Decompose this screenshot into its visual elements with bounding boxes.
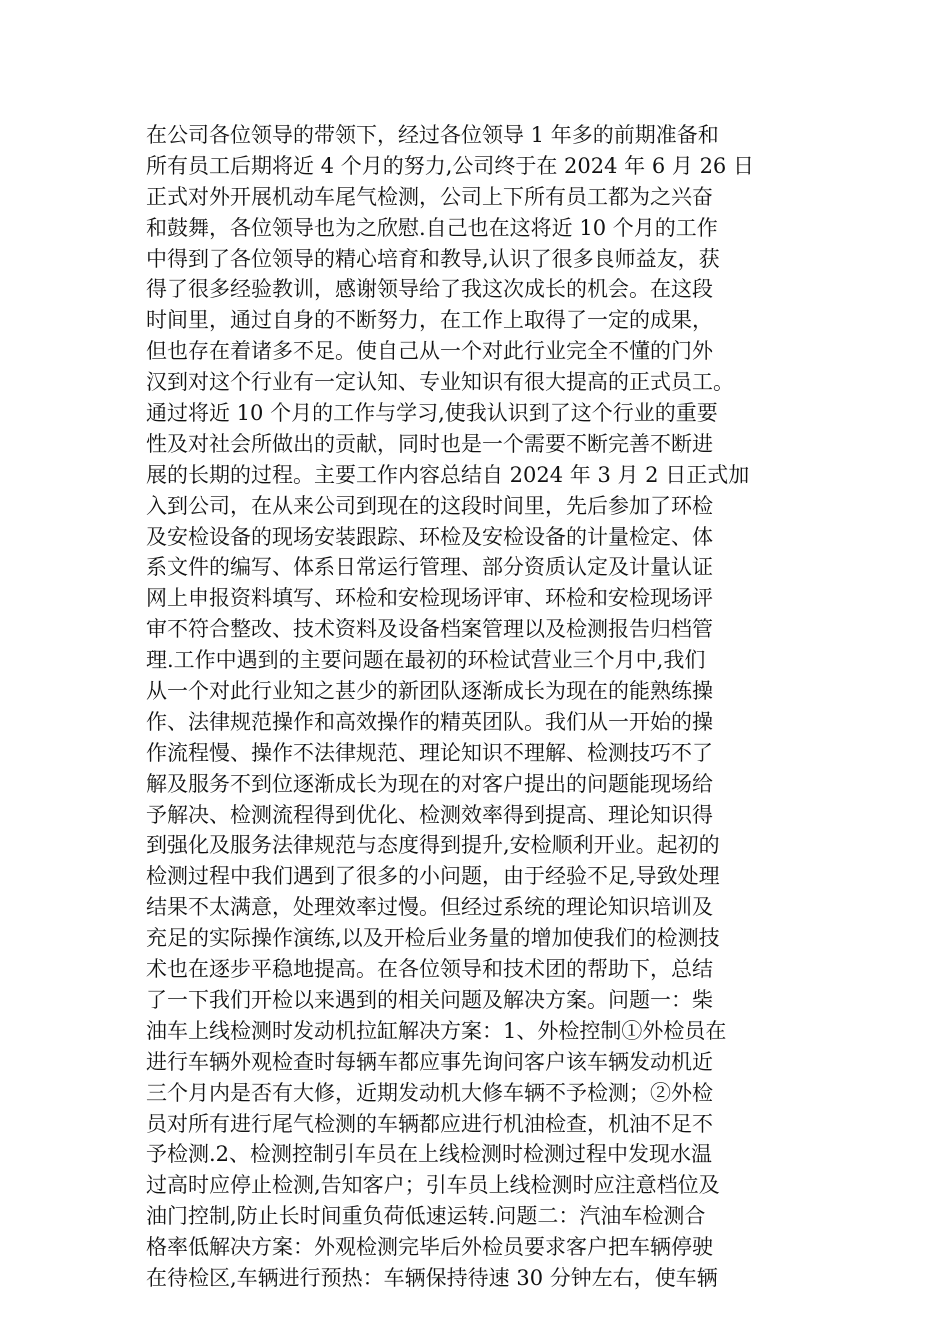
- text-line: 但也存在着诸多不足。使自己从一个对此行业完全不懂的门外: [146, 339, 713, 364]
- text-line: 到强化及服务法律规范与态度得到提升,安检顺利开业。起初的: [146, 833, 720, 858]
- text-line: 通过将近 10 个月的工作与学习,使我认识到了这个行业的重要: [146, 401, 718, 426]
- text-line: 检测过程中我们遇到了很多的小问题，由于经验不足,导致处理: [146, 864, 720, 889]
- text-line: 中得到了各位领导的精心培育和教导,认识了很多良师益友，获: [146, 246, 720, 271]
- text-line: 审不符合整改、技术资料及设备档案管理以及检测报告归档管: [146, 617, 713, 642]
- text-line: 和鼓舞，各位领导也为之欣慰.自己也在这将近 10 个月的工作: [146, 215, 718, 240]
- body-text: [146, 120, 816, 1294]
- text-line: 正式对外开展机动车尾气检测，公司上下所有员工都为之兴奋: [146, 184, 713, 209]
- text-line: 网上申报资料填写、环检和安检现场评审、环检和安检现场评: [146, 586, 713, 611]
- text-line: 过高时应停止检测,告知客户；引车员上线检测时应注意档位及: [146, 1173, 720, 1198]
- text-line: 予解决、检测流程得到优化、检测效率得到提高、理论知识得: [146, 802, 713, 827]
- text-line: 员对所有进行尾气检测的车辆都应进行机油检查，机油不足不: [146, 1111, 713, 1136]
- text-line: 入到公司，在从来公司到现在的这段时间里，先后参加了环检: [146, 493, 713, 518]
- text-line: 充足的实际操作演练,以及开检后业务量的增加使我们的检测技: [146, 926, 720, 951]
- text-line: 汉到对这个行业有一定认知、专业知识有很大提高的正式员工。: [146, 370, 734, 395]
- text-line: 予检测.2、检测控制引车员在上线检测时检测过程中发现水温: [146, 1142, 713, 1167]
- text-line: 在待检区,车辆进行预热：车辆保持待速 30 分钟左右，使车辆: [146, 1265, 718, 1290]
- text-line: 时间里，通过自身的不断努力，在工作上取得了一定的成果，: [146, 308, 713, 333]
- text-line: 进行车辆外观检查时每辆车都应事先询问客户该车辆发动机近: [146, 1049, 713, 1074]
- text-line: 作、法律规范操作和高效操作的精英团队。我们从一开始的操: [146, 709, 713, 734]
- text-line: 在公司各位领导的带领下，经过各位领导 1 年多的前期准备和: [146, 123, 719, 147]
- text-line: 术也在逐步平稳地提高。在各位领导和技术团的帮助下，总结: [146, 957, 713, 982]
- text-line: 油门控制,防止长时间重负荷低速运转.问题二：汽油车检测合: [146, 1204, 706, 1229]
- text-line: 解及服务不到位逐渐成长为现在的对客户提出的问题能现场给: [146, 771, 713, 796]
- text-line: 结果不太满意，处理效率过慢。但经过系统的理论知识培训及: [146, 895, 713, 920]
- text-line: 所有员工后期将近 4 个月的努力,公司终于在 2024 年 6 月 26 日: [146, 153, 754, 178]
- text-line: 三个月内是否有大修，近期发动机大修车辆不予检测；②外检: [146, 1080, 713, 1105]
- text-line: 理.工作中遇到的主要问题在最初的环检试营业三个月中,我们: [146, 648, 706, 673]
- text-line: 从一个对此行业知之甚少的新团队逐渐成长为现在的能熟练操: [146, 679, 713, 704]
- text-line: 性及对社会所做出的贡献，同时也是一个需要不断完善不断进: [146, 431, 713, 456]
- text-line: 系文件的编写、体系日常运行管理、部分资质认定及计量认证: [146, 555, 713, 580]
- text-line: 展的长期的过程。主要工作内容总结自 2024 年 3 月 2 日正式加: [146, 462, 750, 487]
- text-line: 及安检设备的现场安装跟踪、环检及安检设备的计量检定、体: [146, 524, 713, 549]
- text-line: 得了很多经验教训，感谢领导给了我这次成长的机会。在这段: [146, 277, 713, 302]
- text-line: 格率低解决方案：外观检测完毕后外检员要求客户把车辆停驶: [146, 1235, 713, 1260]
- text-line: 了一下我们开检以来遇到的相关问题及解决方案。问题一：柴: [146, 987, 713, 1012]
- text-line: 油车上线检测时发动机拉缸解决方案：1、外检控制①外检员在: [146, 1018, 727, 1043]
- text-line: 作流程慢、操作不法律规范、理论知识不理解、检测技巧不了: [146, 740, 713, 765]
